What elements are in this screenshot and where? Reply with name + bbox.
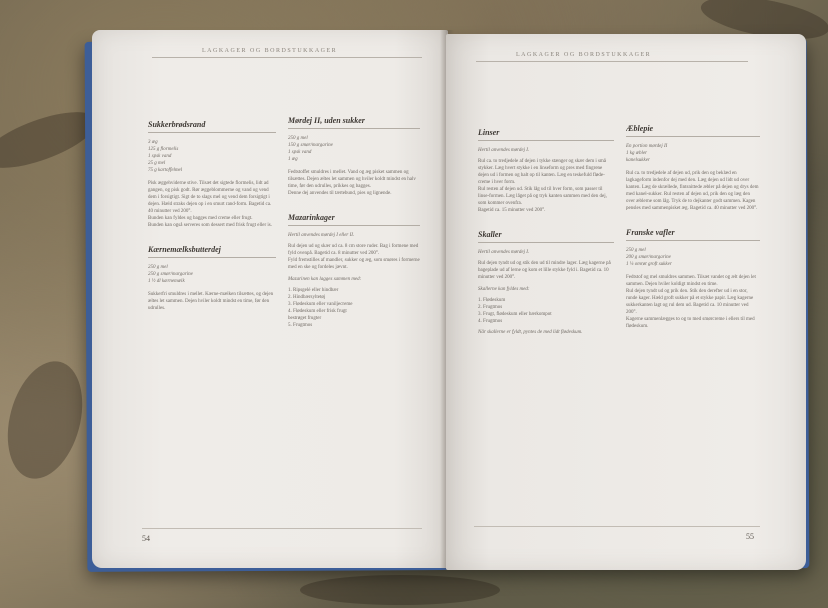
recipe-mazarinkager	[288, 213, 420, 329]
recipe-moerdej-ii	[288, 116, 420, 197]
page-number: 55	[746, 532, 754, 541]
recipe-body: Pisk æggehviderne stive. Tilsæt det sigtede flormelis, lidt ad gangen, og pisk godt. Rør æggeblommerne og vand og vend dem i forsigtigt. Sigt de to slags mel og vend dem forsigtigt i dejen. Hæld straks dejen op i en smurt rand-form. Bagetid ca. 40 minutter ved 200°. Bunden kan fyldes og bagges med creme eller frugt. Bunden kan også serveres som dessert med frisk frugt eller is.	[148, 181, 272, 228]
list-item: 1. Ripsgelé eller hindbær	[288, 288, 339, 293]
recipe-note: Når skallerne er fyldt, pyntes de med lidt flødeskum.	[478, 330, 583, 335]
recipe-sukkerbroedsrand	[148, 120, 276, 229]
list-intro: Skallerne kan fyldes med:	[478, 287, 530, 292]
list-item: 2. Frugtmos	[478, 305, 503, 310]
list-item: bestrøget frugter	[288, 316, 322, 321]
recipe-aeblepie	[626, 124, 760, 212]
recipe-intro: Hertil anvendes mørdej I.	[478, 148, 530, 153]
recipe-title: Franske vafler	[626, 228, 760, 241]
recipe-body: Rul ca. to tredjedele af dejen i tykke stænger og skær dem i små stykker. Læg hvert stykke i en linseform og pres med fingrene dejen ud i formen og halt op til kanten. Læg en teskefuld fløde-creme i hver form. Rul resten af dejen ud. Stik låg ud til hver form, som passer til linse-formen. Læg låget på og tryk kanten sammen med den dej, som kommer ovenfra. Bagetid ca. 15 minutter ved 200°.	[478, 159, 607, 213]
list-intro: Mazarinen kan lagges sammen med:	[288, 277, 362, 282]
right-column	[288, 116, 420, 345]
running-head: LAGKAGER OG BORDSTUKKAGER	[516, 52, 652, 58]
recipe-franske-vafler	[626, 228, 760, 330]
ingredient-list: En portion mørdej II 1 kg æbler kanelsukker	[626, 144, 668, 163]
recipe-kaernemaelksbutterdej	[148, 245, 276, 312]
footer-rule	[142, 528, 422, 529]
recipe-body: Fedtstoffet smuldres i mellet. Vand og æg pisket sammen og tilsættes. Dejen æltes let sammen og hviler koldt mindst en halv time, før den udrulles, prikkes og bagges. Denne dej anvendes til tærtebund, pies og lignende.	[288, 170, 416, 196]
recipe-title: Æblepie	[626, 124, 760, 137]
right-page	[446, 34, 806, 570]
list-item: 3. Frugt, flødeskum eller bærkompot	[478, 312, 552, 317]
list-item: 5. Frugtmos	[288, 323, 313, 328]
recipe-title: Skaller	[478, 230, 614, 243]
ingredient-list: 3 æg 125 g flormelis 1 spsk vand 25 g mel 75 g kartoffelmel	[148, 140, 183, 173]
recipe-intro: Hertil anvendes mørdej I.	[478, 250, 530, 255]
header-rule	[152, 57, 422, 58]
filling-list	[478, 297, 614, 325]
recipe-linser	[478, 128, 614, 214]
recipe-intro: Hertil anvendes mørdej I eller II.	[288, 233, 355, 238]
list-item: 4. Frugtmos	[478, 319, 503, 324]
recipe-title: Mazarinkager	[288, 213, 420, 226]
left-column	[478, 128, 614, 352]
header-rule	[476, 61, 748, 62]
left-column	[148, 120, 276, 328]
recipe-title: Mørdej II, uden sukker	[288, 116, 420, 129]
variation-list	[288, 287, 420, 329]
list-item: 2. Hindbærsyltetøj	[288, 295, 326, 300]
left-page	[92, 30, 448, 568]
ingredient-list: 250 g mel 250 g smør/margarine 1 ½ dl kærnemælk	[148, 265, 193, 284]
list-item: 1. Flødeskum	[478, 298, 506, 303]
recipe-title: Sukkerbrødsrand	[148, 120, 276, 133]
recipe-body: Rul dejen tyndt ud og stik den ud til mindre lager. Læg kagerne på bageplade ud af lerne og kom et lille stykke fyld i. Bagetid ca. 10 minutter ved 200°.	[478, 261, 611, 280]
recipe-body: Sukkerfri smuldres i mellet. Kærne-mælken tilsættes, og dejen æltes let sammen. Dejen hviler koldt mindst en time, før den udrulles.	[148, 292, 274, 311]
marble-vein	[300, 575, 500, 605]
right-column	[626, 124, 760, 346]
recipe-title: Kærnemælksbutterdej	[148, 245, 276, 258]
running-head: LAGKAGER OG BORDSTUKKAGER	[202, 48, 338, 54]
ingredient-list: 250 g mel 200 g smør/margarine 1 ¼ omrøt groft sukker	[626, 248, 672, 267]
recipe-body: Fedtstof og mel smuldres sammen. Tilsæt vandet og ælt dejen let sammen. Dejen hviler koldigt mindst en time. Rul dejen tyndt ud og prik den. Stik den derefter ud i en stor, runde kager. Hæld groft sukker på et stykke papir. Læg kagerne sukkerkanten lagt og rul dem ud. Bagetid ca. 10 minutter ved 200°. Kagerne sammenlægges to og to med smørcreme i ellers til med flødeskum.	[626, 275, 756, 329]
recipe-body: Rul ca. to tredjedele af dejen ud, prik den og beklæd en lagkageform indenfor dej med den. Læg dejen ud lidt ud over kanten. Læg de skrællede, fintsnittede æbler på dejen og drys dem med kanel-sukker. Rul resten af dejen ud, prik den og læg den over æblerne som låg. Tryk de to dejkanter godt sammen. Kagen pensles med sammenpisket æg. Bagetid ca. 40 minutter ved 200°.	[626, 171, 759, 211]
list-item: 4. Flødeskum eller frisk frugt	[288, 309, 347, 314]
page-number: 54	[142, 534, 150, 543]
list-item: 3. Flødeskum eller vaniljecreme	[288, 302, 353, 307]
recipe-skaller	[478, 230, 614, 336]
footer-rule	[474, 526, 760, 527]
ingredient-list: 250 g mel 150 g smør/margarine 1 spsk vand 1 æg	[288, 136, 333, 162]
recipe-body: Rul dejen ud og skær ud ca. 8 cm store ruder. Bag i formene med fyld ovenpå. Bagetid ca. 8 minutter ved 200°. Fyld fremstilles af mandler, sukker og æg, som smøres i formerne med en ske og fordeles jævnt.	[288, 244, 420, 270]
recipe-title: Linser	[478, 128, 614, 141]
marble-vein	[0, 353, 94, 487]
